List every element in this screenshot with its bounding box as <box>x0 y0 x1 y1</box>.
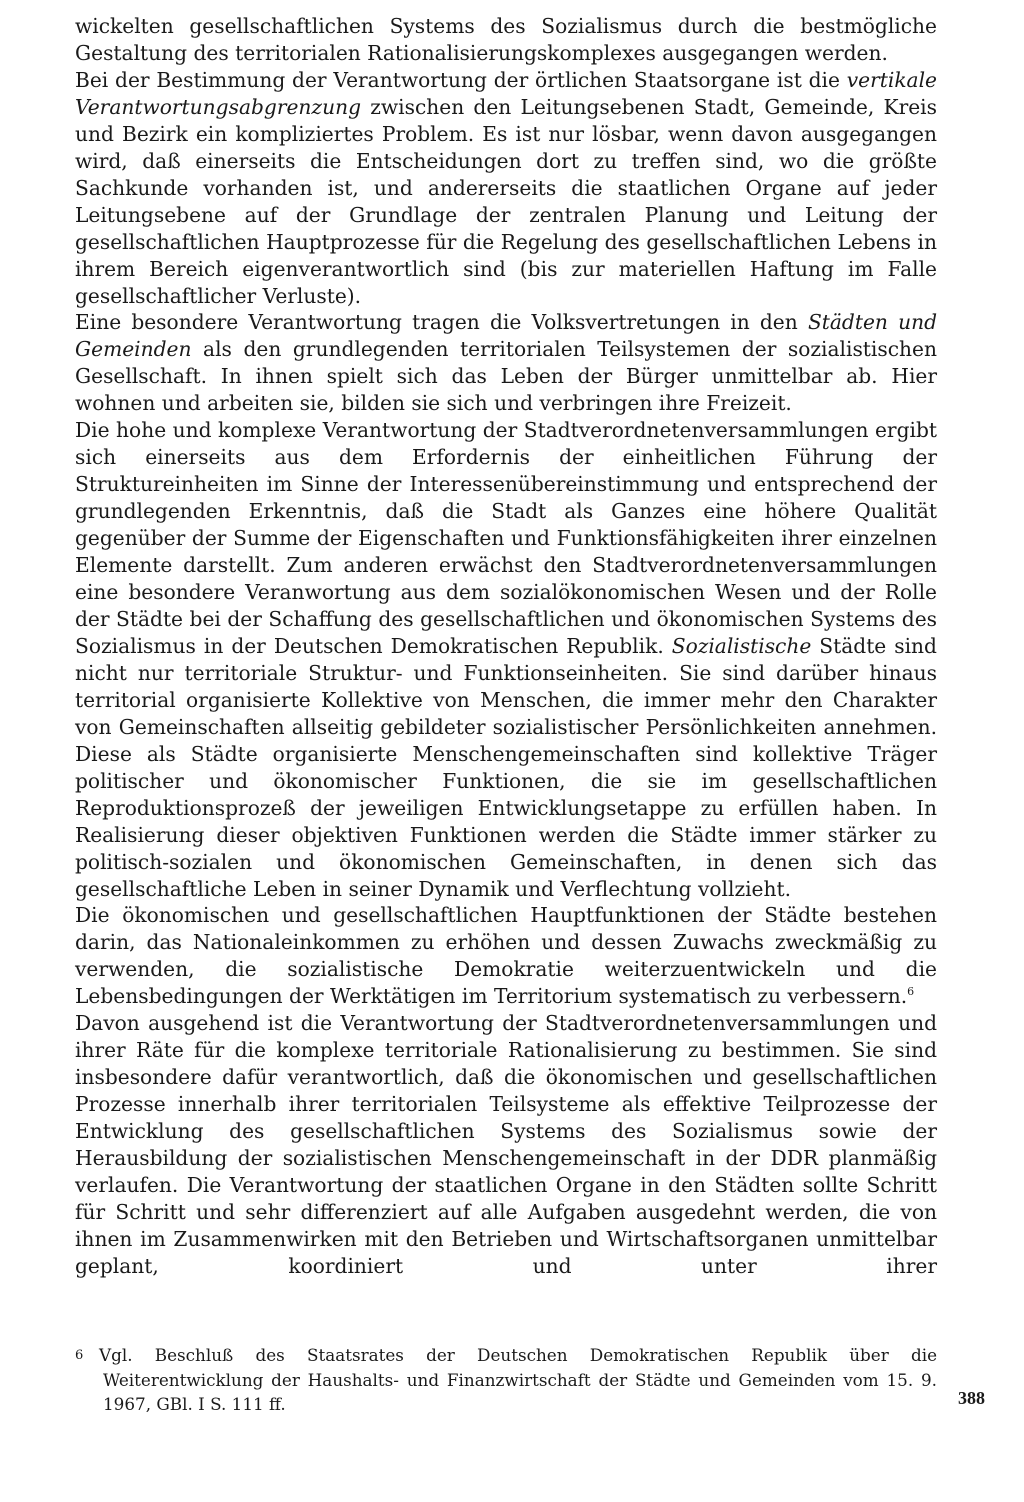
paragraph-text: Städte sind nicht nur territoriale Struktur- und Funktionseinheiten. Sie sind darüber hinaus territorial organisierte Kollektive von Menschen, die immer mehr den Charakter von Gemeinschaften allseitig gebildeter sozialistischer Persönlichkeiten annehmen. Diese als Städte organisierte Menschengemeinschaften sind kollektive Träger politischer und ökonomischer Funktionen, die sie im gesellschaftlichen Reproduktionsprozeß der jeweiligen Entwicklungsetappe zu erfüllen haben. In Realisierung dieser objektiven Funktionen werden die Städte immer stärker zu politisch-sozialen und ökonomischen Gemeinschaften, in denen sich das gesellschaftliche Leben in seiner Dynamik und Verflechtung vollzieht. <box>75 633 937 901</box>
footnote-reference[interactable]: 6 <box>907 985 915 999</box>
footnote-mark: 6 <box>75 1348 84 1363</box>
footnote-text: Vgl. Beschluß des Staatsrates der Deutschen Demokratischen Republik über die Weiterentwicklung der Haushalts- und Finanzwirtschaft der Städte und Gemeinden vom 15. 9. 1967, GBl. I S. 111 ff. <box>99 1345 937 1414</box>
paragraph-text: zwischen den Leitungsebenen Stadt, Gemeinde, Kreis und Bezirk ein kompliziertes Problem. Es ist nur lösbar, wenn davon ausgegangen wird, daß einerseits die Entscheidungen dort zu treffen sind, wo die größte Sachkunde vorhanden ist, und andererseits die staatlichen Organe auf jeder Leitungsebene auf der Grundlage der zentralen Planung und Leitung der gesellschaftlichen Hauptprozesse für die Regelung des gesellschaftlichen Lebens in ihrem Bereich eigenverantwortlich sind (bis zur materiellen Haftung im Falle gesellschaftlicher Verluste). <box>75 94 937 308</box>
body-text <box>75 13 937 1280</box>
paragraph <box>75 309 937 417</box>
emphasis-text: Sozialistische <box>671 633 812 658</box>
paragraph <box>75 67 937 310</box>
paragraph <box>75 1010 937 1280</box>
paragraph-text: Die hohe und komplexe Verantwortung der Stadtverordnetenversammlungen ergibt sich einerseits aus dem Erfordernis der einheitlichen Führung der Struktureinheiten im Sinne der Interessenübereinstimmung und entsprechend der grundlegenden Erkenntnis, daß die Stadt als Ganzes eine höhere Qualität gegenüber der Summe der Eigenschaften und Funktionsfähigkeiten ihrer einzelnen Elemente darstellt. Zum anderen erwächst den Stadtverordnetenversammlungen eine besondere Veranwortung aus dem sozialökonomischen Wesen und der Rolle der Städte bei der Schaffung des gesellschaftlichen und ökonomischen Systems des Sozialismus in der Deutschen Demokratischen Republik. <box>75 418 937 658</box>
footnote <box>75 1343 937 1416</box>
paragraph <box>75 902 937 1010</box>
paragraph-text: Bei der Bestimmung der Verantwortung der örtlichen Staatsorgane ist die <box>75 67 847 92</box>
emphasis-text: vertikale Verantwortungsabgrenzung <box>75 67 937 119</box>
paragraph-text: Eine besondere Verantwortung tragen die Volksvertretungen in den <box>75 310 808 335</box>
emphasis-text: Städten und Gemeinden <box>75 310 937 362</box>
paragraph-text: Davon ausgehend ist die Verantwortung der Stadtverordnetenversammlungen und ihrer Räte für die komplexe territoriale Rationalisierung zu bestimmen. Sie sind insbesondere dafür verantwortlich, daß die ökonomischen und gesellschaftlichen Prozesse innerhalb ihrer territorialen Teilsysteme als effektive Teilprozesse der Entwicklung des gesellschaftlichen Systems des Sozialismus sowie der Herausbildung der sozialistischen Menschengemeinschaft in der DDR planmäßig verlaufen. Die Verantwortung der staatlichen Organe in den Städten sollte Schritt für Schritt und sehr differenziert auf alle Aufgaben ausgedehnt werden, die von ihnen im Zusammenwirken mit den Betrieben und Wirtschaftsorganen unmittelbar geplant, koordiniert und unter ihrer <box>75 1011 937 1278</box>
paragraph <box>75 417 937 902</box>
paragraph-text: als den grundlegenden territorialen Teilsystemen der sozialistischen Gesellschaft. In ihnen spielt sich das Leben der Bürger unmittelbar ab. Hier wohnen und arbeiten sie, bilden sie sich und verbringen ihre Freizeit. <box>75 337 937 416</box>
page-content <box>75 0 937 1280</box>
page-number: 388 <box>958 1388 985 1408</box>
paragraph-text: wickelten gesellschaftlichen Systems des Sozialismus durch die bestmögliche Gestaltung des territorialen Rationalisierungskomplexes ausgegangen werden. <box>75 14 937 65</box>
paragraph-text: Die ökonomischen und gesellschaftlichen Hauptfunktionen der Städte bestehen darin, das Nationaleinkommen zu erhöhen und dessen Zuwachs zweckmäßig zu verwenden, die sozialistische Demokratie weiterzuentwickeln und die Lebensbedingungen der Werktätigen im Territorium systematisch zu verbessern. <box>75 903 937 1009</box>
paragraph <box>75 13 937 67</box>
